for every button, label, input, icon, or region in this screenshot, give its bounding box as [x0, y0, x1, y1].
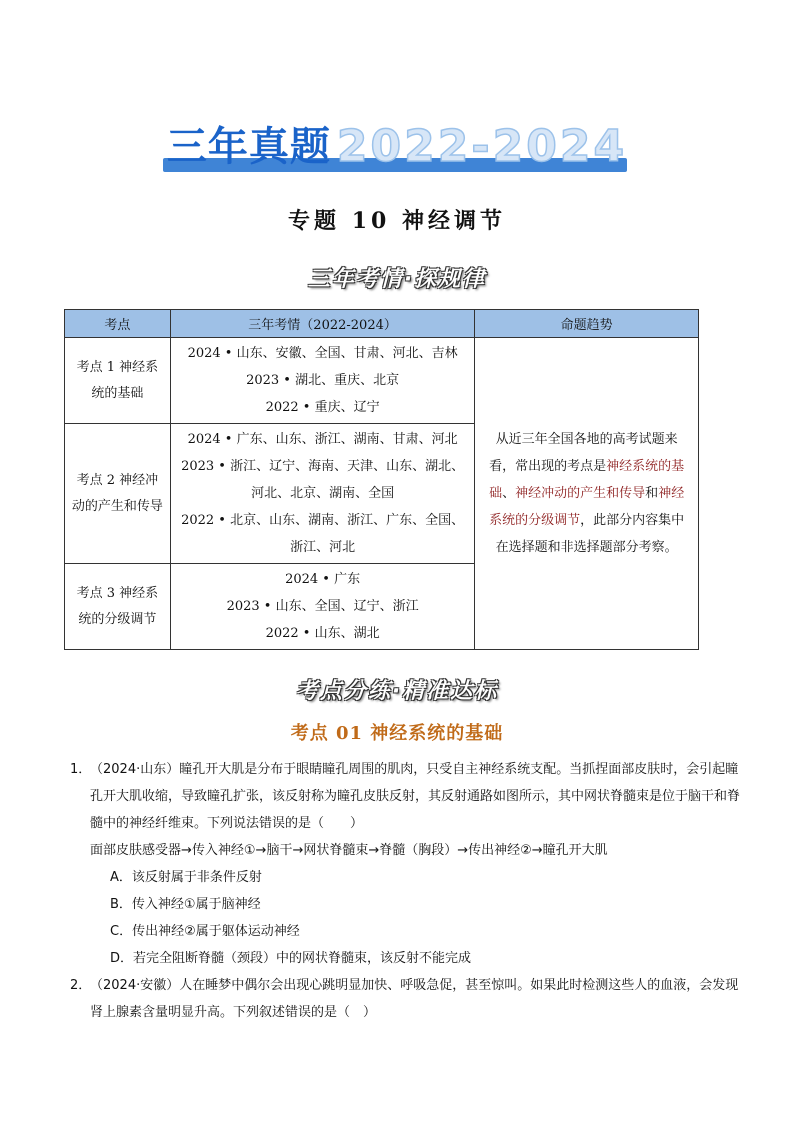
table-cell-point: 考点 2 神经冲动的产生和传导 [65, 424, 171, 564]
trend-highlight: 神经系统的基础 [489, 459, 685, 501]
exam-line: 2023 • 湖北、重庆、北京 [246, 373, 400, 388]
table-row [65, 338, 699, 424]
trend-text: 、 [502, 486, 516, 501]
banner-years: 2022-2024 [336, 121, 628, 172]
exam-line: 2024 • 广东、山东、浙江、湖南、甘肃、河北 [187, 432, 458, 447]
reflex-pathway: 面部皮肤感受器→传入神经①→脑干→网状脊髓束→脊髓（胸段）→传出神经②→瞳孔开大肌 [90, 843, 608, 858]
table-header-row [65, 310, 699, 338]
section-banner-practice: 考点分练·精准达标 [295, 679, 499, 704]
question-2 [70, 972, 740, 1026]
table-cell-point: 考点 1 神经系统的基础 [65, 338, 171, 424]
trend-highlight: 神经冲动的产生和传导 [515, 486, 646, 501]
subject-title: 专题 10 神经调节 [288, 208, 506, 234]
exam-line: 2024 • 山东、安徽、全国、甘肃、河北、吉林 [187, 346, 458, 361]
trend-highlight: 神经系统的分级调节 [489, 486, 685, 528]
trend-text: ，此部分内容集中在选择题和非选择题部分考察。 [495, 513, 685, 555]
option-a: A．该反射属于非条件反射 [110, 870, 262, 885]
question-stem: （2024·山东）瞳孔开大肌是分布于眼睛瞳孔周围的肌肉，只受自主神经系统支配。当抓捏面部皮肤时，会引起瞳孔开大肌收缩，导致瞳孔扩张，该反射称为瞳孔皮肤反射，其反射通路如图所示，其中网状脊髓束是位于脑干和脊髓中的神经纤维束。下列说法错误的是（ ） [90, 762, 741, 831]
question-1 [70, 756, 740, 972]
exam-analysis-table [64, 309, 699, 650]
table-cell-point: 考点 3 神经系统的分级调节 [65, 564, 171, 650]
question-stem: （2024·安徽）人在睡梦中偶尔会出现心跳明显加快、呼吸急促，甚至惊叫。如果此时检测这些人的血液，会发现肾上腺素含量明显升高。下列叙述错误的是（ ） [90, 978, 739, 1020]
question-list [70, 756, 740, 1026]
exam-line: 2022 • 山东、湖北 [265, 626, 380, 641]
trend-text: 从近三年全国各地的高考试题来看，常出现的考点是 [489, 432, 678, 474]
table-cell-trend [475, 338, 699, 650]
section-banner-exam-analysis: 三年考情·探规律 [307, 267, 487, 292]
table-cell-exams [170, 564, 475, 650]
table-header-trend: 命题趋势 [475, 310, 699, 338]
table-header-point: 考点 [65, 310, 171, 338]
kaodian-title: 考点 01 神经系统的基础 [290, 723, 504, 744]
exam-line: 2023 • 浙江、辽宁、海南、天津、山东、湖北、河北、北京、湖南、全国 [181, 459, 465, 501]
exam-line: 2024 • 广东 [285, 572, 361, 587]
exam-line: 2022 • 重庆、辽宁 [265, 400, 380, 415]
table-cell-exams [170, 424, 475, 564]
option-c: C．传出神经②属于躯体运动神经 [110, 924, 300, 939]
question-number: 1． [70, 762, 92, 777]
option-b: B．传入神经①属于脑神经 [110, 897, 261, 912]
banner-title-cn: 三年真题 [166, 124, 331, 170]
option-d: D．若完全阻断脊髓（颈段）中的网状脊髓束，该反射不能完成 [110, 951, 472, 966]
table-header-exams: 三年考情（2022-2024） [170, 310, 475, 338]
exam-line: 2022 • 北京、山东、湖南、浙江、广东、全国、浙江、河北 [181, 513, 465, 555]
exam-line: 2023 • 山东、全国、辽宁、浙江 [226, 599, 419, 614]
question-number: 2． [70, 978, 92, 993]
title-banner [0, 118, 794, 178]
table-cell-exams [170, 338, 475, 424]
trend-text: 和 [645, 486, 659, 501]
